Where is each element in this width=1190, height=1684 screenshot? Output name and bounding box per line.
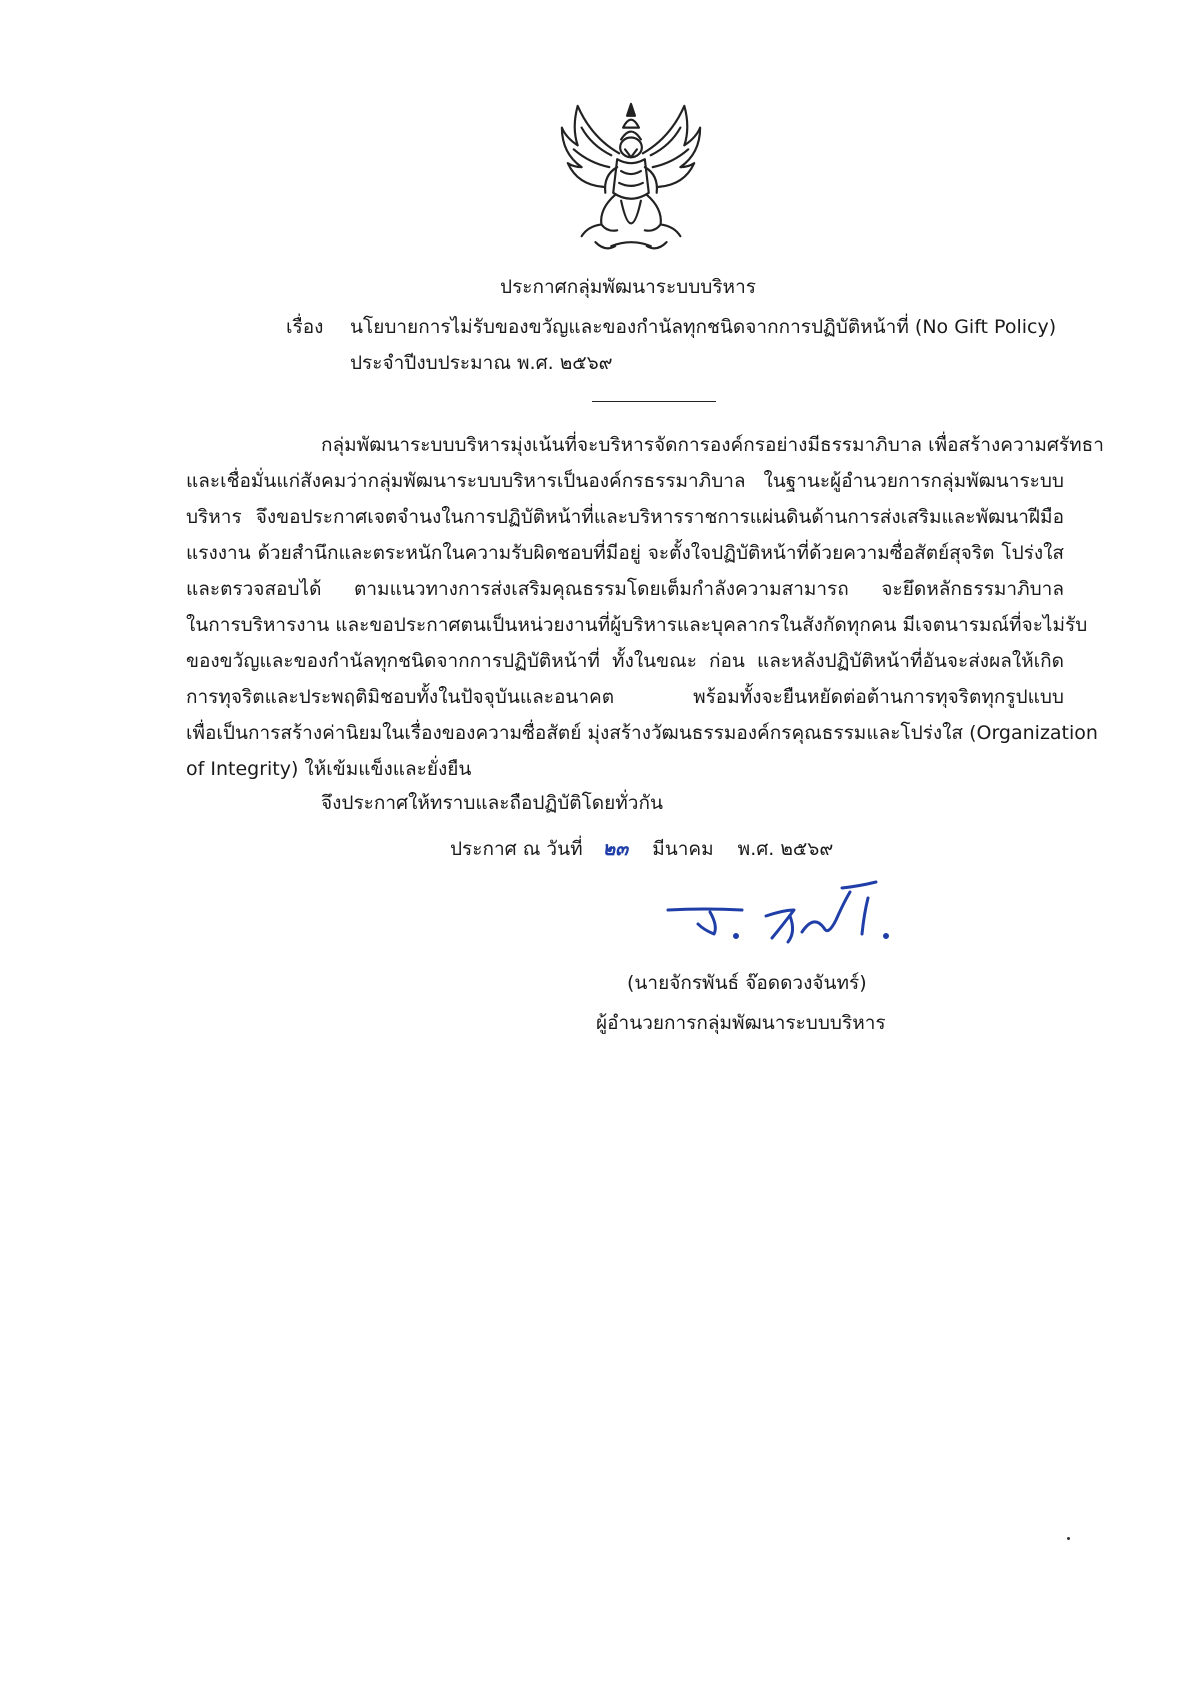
body-line-8: การทุจริตและประพฤติมิชอบทั้งในปัจจุบันและอนาคต พร้อมทั้งจะยืนหยัดต่อต้านการทุจริตทุกรูปแบบ [186,686,1064,708]
subject-line-1: นโยบายการไม่รับของขวัญและของกำนัลทุกชนิดจากการปฏิบัติหน้าที่ (No Gift Policy) [350,316,1057,338]
signer-position: ผู้อำนวยการกลุ่มพัฒนาระบบบริหาร [596,1012,886,1034]
body-line-2: และเชื่อมั่นแก่สังคมว่ากลุ่มพัฒนาระบบบริหารเป็นองค์กรธรรมาภิบาล ในฐานะผู้อำนวยการกลุ่มพัฒนาระบบ [186,470,1064,492]
body-line-10: of Integrity) ให้เข้มแข็งและยั่งยืน [186,758,472,780]
date-prefix: ประกาศ ณ วันที่ [450,838,583,860]
body-line-4: แรงงาน ด้วยสำนึกและตระหนักในความรับผิดชอบที่มีอยู่ จะตั้งใจปฏิบัติหน้าที่ด้วยความซื่อสัตย์สุจริต โปร่งใส [186,542,1064,564]
body-line-5: และตรวจสอบได้ ตามแนวทางการส่งเสริมคุณธรรมโดยเต็มกำลังความสามารถ จะยึดหลักธรรมาภิบาล [186,578,1064,600]
subject-line-2: ประจำปีงบประมาณ พ.ศ. ๒๕๖๙ [350,352,613,374]
handwritten-signature-icon [664,880,904,952]
body-line-6: ในการบริหารงาน และขอประกาศตนเป็นหน่วยงานที่ผู้บริหารและบุคลากรในสังกัดทุกคน มีเจตนารมณ์ที่จะไม่รับ [186,614,1088,636]
garuda-emblem-icon [552,98,710,256]
body-line-9: เพื่อเป็นการสร้างค่านิยมในเรื่องของความซื่อสัตย์ มุ่งสร้างวัฒนธรรมองค์กรคุณธรรมและโปร่งใส (Organization [186,722,1098,744]
date-year: พ.ศ. ๒๕๖๙ [737,838,834,860]
body-line-3: บริหาร จึงขอประกาศเจตจำนงในการปฏิบัติหน้าที่และบริหารราชการแผ่นดินด้านการส่งเสริมและพัฒนาฝีมือ [186,506,1064,528]
signer-name: (นายจักรพันธ์ จ๊อดดวงจันทร์) [627,972,867,994]
date-month: มีนาคม [652,838,714,860]
announcement-line: จึงประกาศให้ทราบและถือปฏิบัติโดยทั่วกัน [321,792,663,814]
body-line-1: กลุ่มพัฒนาระบบบริหารมุ่งเน้นที่จะบริหารจัดการองค์กรอย่างมีธรรมาภิบาล เพื่อสร้างความศรัทธา [321,434,1104,456]
subject-label: เรื่อง [286,316,324,338]
divider-line [592,401,716,402]
body-line-7: ของขวัญและของกำนัลทุกชนิดจากการปฏิบัติหน้าที่ ทั้งในขณะ ก่อน และหลังปฏิบัติหน้าที่อันจะส่งผลให้เกิด [186,650,1064,672]
date-line [450,834,833,864]
scan-speck [1067,1537,1070,1540]
document-title: ประกาศกลุ่มพัฒนาระบบบริหาร [500,276,756,298]
date-day: ๒๓ [602,838,629,860]
